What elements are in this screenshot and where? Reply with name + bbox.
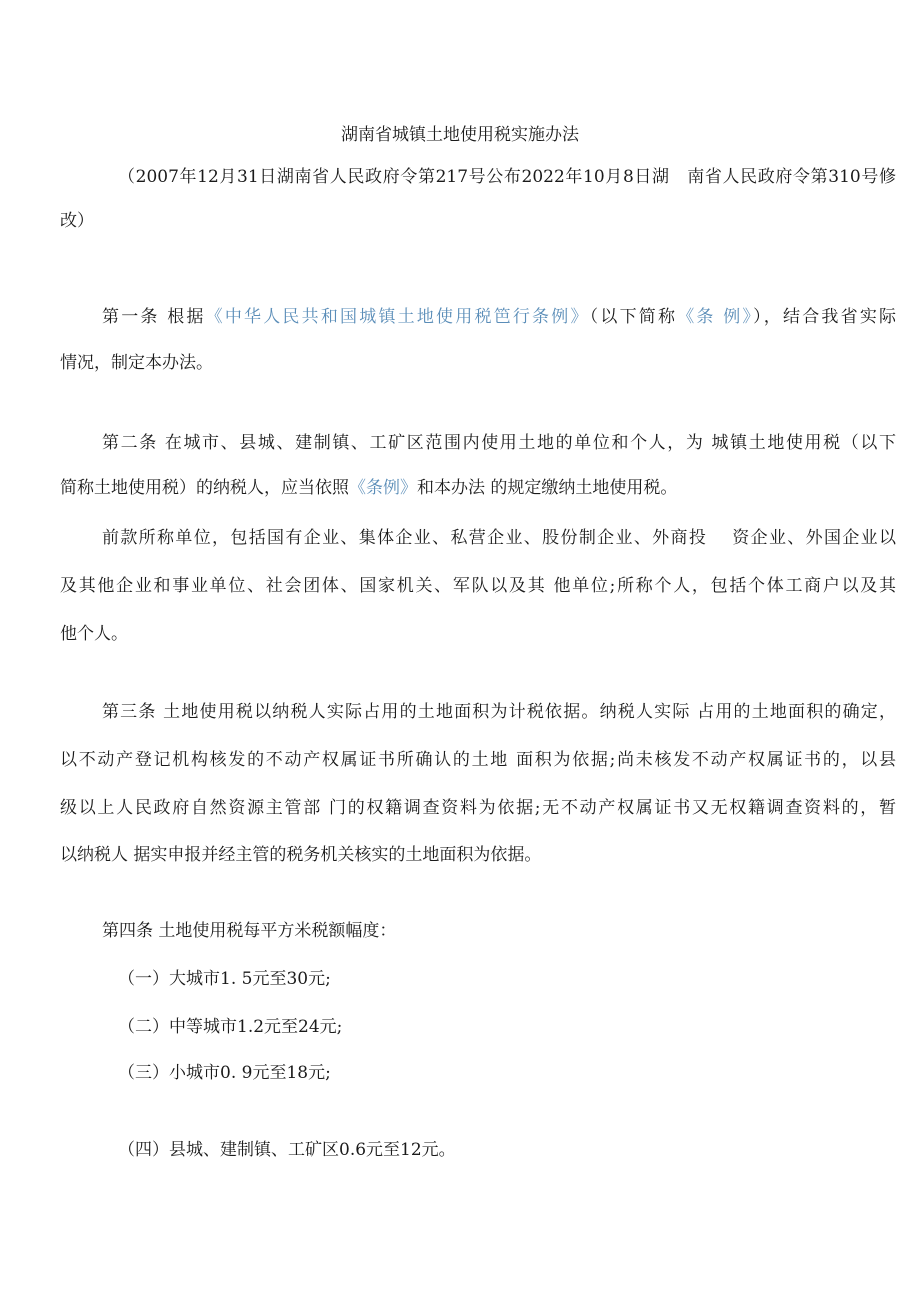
article-2-para-2-line-2: 及其他企业和事业单位、社会团体、国家机关、军队以及其 他单位;所称个人，包括个体工商户以及其 bbox=[60, 576, 896, 596]
document-title: 湖南省城镇土地使用税实施办法 bbox=[341, 125, 579, 145]
regulation-short-link[interactable]: 《条 例》 bbox=[677, 307, 754, 327]
subtitle-line-1: （2007年12月31日湖南省人民政府令第217号公布2022年10月8日湖 南省人民政府令第310号修 bbox=[118, 167, 896, 187]
article-1-text-b: （以下简称 bbox=[589, 307, 678, 327]
article-2-text-b: 和本办法 的规定缴纳土地使用税。 bbox=[417, 478, 678, 498]
article-4-item-4: （四）县城、建制镇、工矿区0.6元至12元。 bbox=[118, 1140, 456, 1160]
article-3-line-3: 级以上人民政府自然资源主管部 门的权籍调查资料为依据;无不动产权属证书又无权籍调查资料的，暂 bbox=[60, 798, 896, 818]
article-3-line-2: 以不动产登记机构核发的不动产权属证书所确认的土地 面积为依据;尚未核发不动产权属证书的，以县 bbox=[60, 750, 896, 770]
article-3-line-4: 以纳税人 据实申报并经主管的税务机关核实的土地面积为依据。 bbox=[60, 845, 542, 865]
article-3-line-1: 第三条 土地使用税以纳税人实际占用的土地面积为计税依据。纳税人实际 占用的土地面积的确定， bbox=[102, 702, 896, 722]
article-1-text-c: ），结合我省实际 bbox=[753, 307, 897, 327]
article-1-line-1 bbox=[102, 302, 896, 327]
article-1-text-a: 第一条 根据 bbox=[102, 307, 206, 327]
article-2-line-2 bbox=[60, 473, 677, 498]
regulation-link[interactable]: 《中华人民共和国城镇土地使用税笆行条例》 bbox=[205, 307, 590, 327]
article-1-line-2: 情况，制定本办法。 bbox=[60, 353, 213, 373]
article-4-item-2: （二）中等城市1.2元至24元; bbox=[118, 1017, 343, 1037]
regulation-link-2[interactable]: 《条例》 bbox=[349, 478, 417, 498]
article-2-line-1: 第二条 在城市、县城、建制镇、工矿区范围内使用土地的单位和个人，为 城镇土地使用税（以下 bbox=[102, 433, 896, 453]
article-4-item-1: （一）大城市1. 5元至30元; bbox=[118, 969, 331, 989]
article-2-para-2-line-1: 前款所称单位，包括国有企业、集体企业、私营企业、股份制企业、外商投 资企业、外国企业以 bbox=[102, 528, 896, 548]
article-4-heading: 第四条 土地使用税每平方米税额幅度： bbox=[102, 921, 397, 941]
subtitle-line-2: 改） bbox=[60, 211, 94, 231]
article-2-text-a: 简称土地使用税）的纳税人，应当依照 bbox=[60, 478, 349, 498]
article-2-para-2-line-3: 他个人。 bbox=[60, 624, 128, 644]
article-4-item-3: （三）小城市0. 9元至18元; bbox=[118, 1063, 331, 1083]
